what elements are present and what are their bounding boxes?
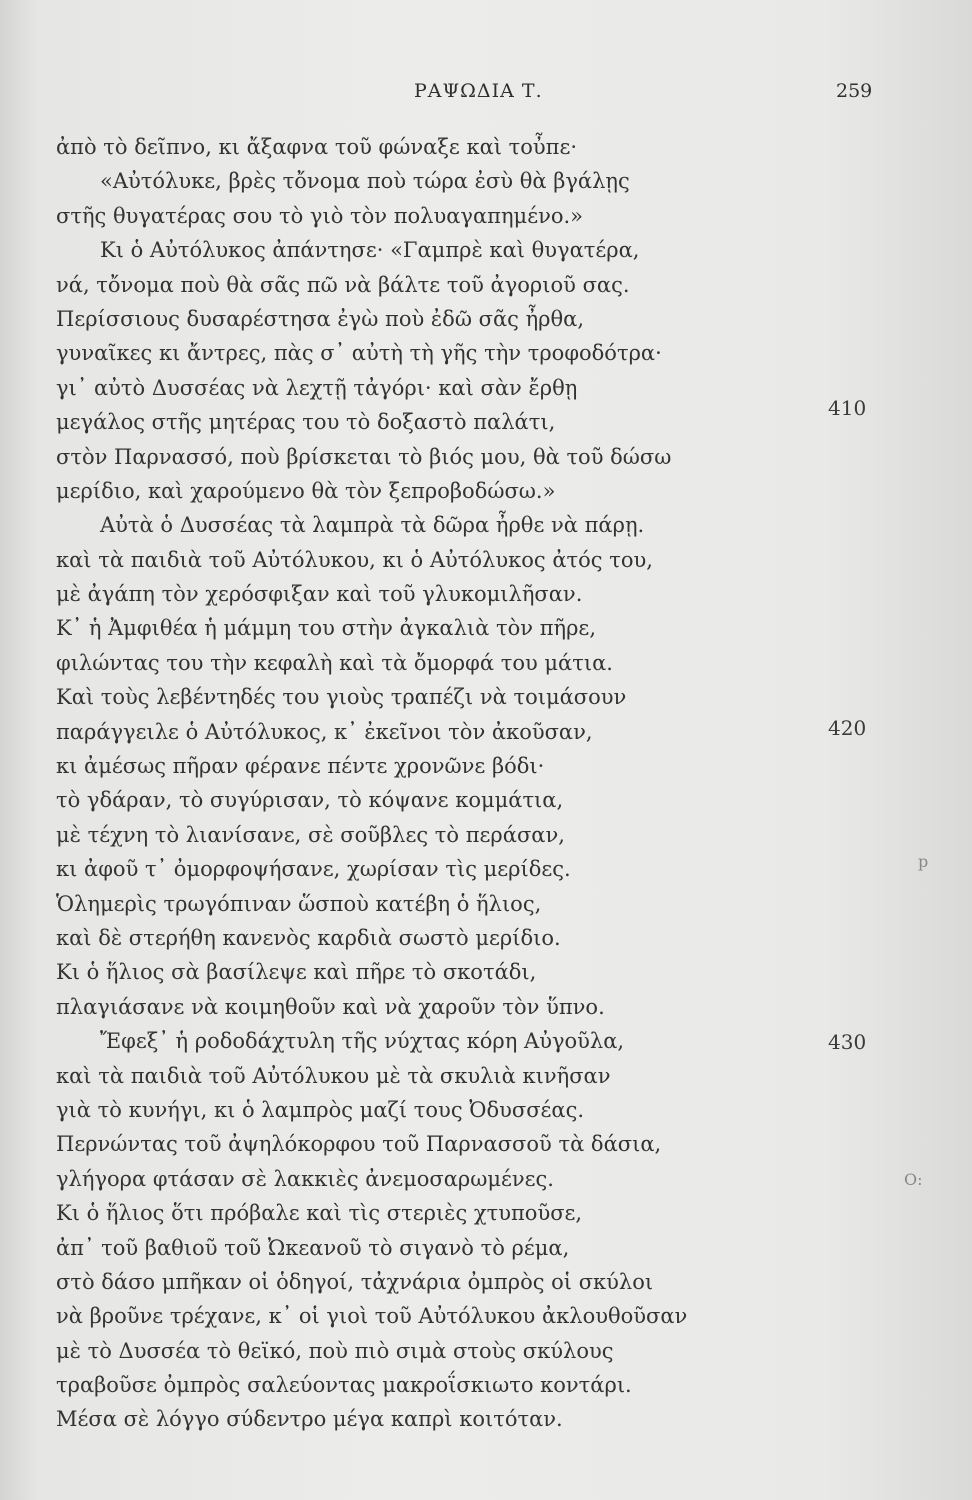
verse-line: γλήγορα φτάσαν σὲ λακκιὲς ἀνεμοσαρωμένες. [56,1166,554,1191]
verse-line: γι᾽ αὐτὸ Δυσσέας νὰ λεχτῇ τἀγόρι· καὶ σὰν ἔρθῃ [56,375,578,400]
edge-mark: p [918,852,929,871]
verse-line: γυναῖκες κι ἄντρες, πὰς σ᾽ αὐτὴ τὴ γῆς τὴν τροφοδότρα· [56,341,662,366]
line-number-430: 430 [828,1030,867,1054]
verse-line: Κι ὁ ἥλιος σὰ βασίλεψε καὶ πῆρε τὸ σκοτάδι, [56,960,537,985]
verse-line: γιὰ τὸ κυνήγι, κι ὁ λαμπρὸς μαζί τους Ὀδυσσέας. [56,1097,585,1122]
verse-line: Κι ὁ ἥλιος ὅτι πρόβαλε καὶ τὶς στεριὲς χτυποῦσε, [56,1201,583,1226]
verse-line: μὲ τὸ Δυσσέα τὸ θεϊκό, ποὺ πιὸ σιμὰ στοὺς σκύλους [56,1338,614,1363]
verse-line: καὶ τὰ παιδιὰ τοῦ Αὐτόλυκου μὲ τὰ σκυλιὰ κινῆσαν [56,1063,611,1088]
verse-line: κι ἀμέσως πῆραν φέρανε πέντε χρονῶνε βόδι· [56,754,545,779]
verse-line: ἀπ᾽ τοῦ βαθιοῦ τοῦ Ὠκεανοῦ τὸ σιγανὸ τὸ ρέμα, [56,1235,570,1260]
verse-line: παράγγειλε ὁ Αὐτόλυκος, κ᾽ ἐκεῖνοι τὸν ἀκοῦσαν, [56,719,593,744]
verse-line: φιλώντας του τὴν κεφαλὴ καὶ τὰ ὄμορφά του μάτια. [56,650,613,675]
verse-line: Μέσα σὲ λόγγο σύδεντρο μέγα καπρὶ κοιτόταν. [56,1407,563,1432]
line-number-420: 420 [828,716,867,740]
edge-mark: O: [904,1170,923,1189]
verse-line: Ἔφεξ᾽ ἡ ροδοδάχτυλη τῆς νύχτας κόρη Αὐγοῦλα, [100,1029,625,1054]
verse-line: τὸ γδάραν, τὸ συγύρισαν, τὸ κόψανε κομμάτια, [56,788,564,813]
verse-line: «Αὐτόλυκε, βρὲς τὄνομα ποὺ τώρα ἐσὺ θὰ βγάλῃς [100,169,630,194]
verse-line: καὶ τὰ παιδιὰ τοῦ Αὐτόλυκου, κι ὁ Αὐτόλυκος ἀτός του, [56,547,653,572]
verse-line: τραβοῦσε ὀμπρὸς σαλεύοντας μακροΐσκιωτο κοντάρι. [56,1373,632,1398]
verse-line: στὸ δάσο μπῆκαν οἱ ὁδηγοί, τἀχνάρια ὀμπρὸς οἱ σκύλοι [56,1269,654,1294]
verse-line: Περίσσιους δυσαρέστησα ἐγὼ ποὺ ἐδῶ σᾶς ἦρθα, [56,306,584,331]
verse-line: ἀπὸ τὸ δεῖπνο, κι ἄξαφνα τοῦ φώναξε καὶ τοὖπε· [56,135,578,159]
verse-line: στῆς θυγατέρας σου τὸ γιὸ τὸν πολυαγαπημένο.» [56,203,584,228]
verse-line: στὸν Παρνασσό, ποὺ βρίσκεται τὸ βιός μου, θὰ τοῦ δώσω [56,444,672,469]
page-header [0,80,972,110]
verse-line: Κι ὁ Αὐτόλυκος ἀπάντησε· «Γαμπρὲ καὶ θυγατέρα, [100,238,640,263]
verse-line: νά, τὄνομα ποὺ θὰ σᾶς πῶ νὰ βάλτε τοῦ ἀγοριοῦ σας. [56,272,630,297]
poem-text [56,130,816,1437]
verse-line: μερίδιο, καὶ χαρούμενο θὰ τὸν ξεπροβοδώσω.» [56,478,556,503]
verse-line: μεγάλος στῆς μητέρας του τὸ δοξαστὸ παλάτι, [56,410,556,435]
verse-line: μὲ τέχνη τὸ λιανίσανε, σὲ σοῦβλες τὸ περάσαν, [56,822,565,847]
verse-line: Καὶ τοὺς λεβέντηδές του γιοὺς τραπέζι νὰ τοιμάσουν [56,685,627,710]
verse-line: Αὐτὰ ὁ Δυσσέας τὰ λαμπρὰ τὰ δῶρα ἦρθε νὰ πάρῃ. [100,513,645,538]
verse-line: πλαγιάσανε νὰ κοιμηθοῦν καὶ νὰ χαροῦν τὸν ὕπνο. [56,994,605,1019]
verse-line: νὰ βροῦνε τρέχανε, κ᾽ οἱ γιοὶ τοῦ Αὐτόλυκου ἀκλουθοῦσαν [56,1304,688,1329]
verse-line: Περνώντας τοῦ ἀψηλόκορφου τοῦ Παρνασσοῦ τὰ δάσια, [56,1132,662,1157]
verse-line: Κ᾽ ἡ Ἀμφιθέα ἡ μάμμη του στὴν ἀγκαλιὰ τὸν πῆρε, [56,616,596,641]
verse-line: Ὁλημερὶς τρωγόπιναν ὥσποὺ κατέβη ὁ ἥλιος, [56,891,542,916]
verse-line: καὶ δὲ στερήθη κανενὸς καρδιὰ σωστὸ μερίδιο. [56,925,561,950]
verse-line: μὲ ἀγάπη τὸν χερόσφιξαν καὶ τοῦ γλυκομιλῆσαν. [56,582,583,607]
verse-line: κι ἀφοῦ τ᾽ ὀμορφοψήσανε, χωρίσαν τὶς μερίδες. [56,857,571,882]
page-number: 259 [836,80,873,102]
running-title: ΡΑΨΩΔΙΑ Τ. [414,80,543,102]
line-number-410: 410 [828,396,867,420]
